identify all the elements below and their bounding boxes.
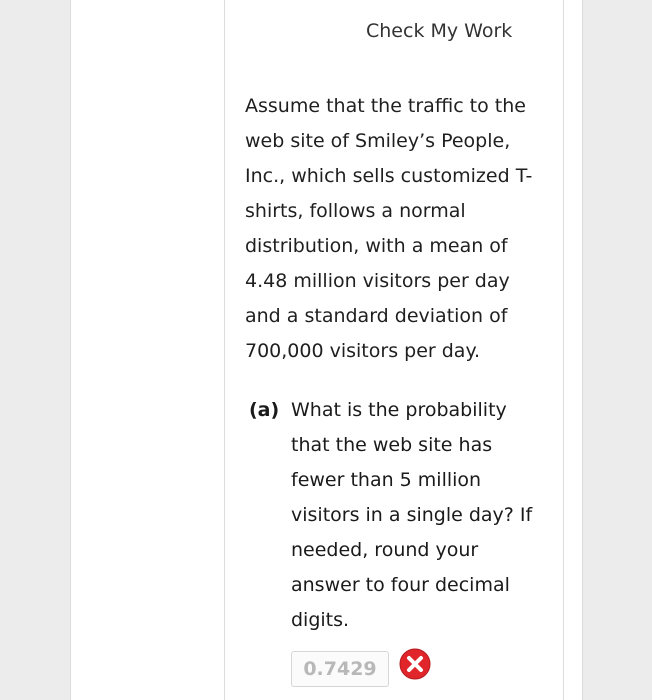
incorrect-x-icon: [399, 648, 431, 680]
part-a: [249, 393, 549, 638]
question-panel: [225, 0, 563, 700]
answer-field[interactable]: 0.7429: [291, 651, 389, 687]
part-a-label: (a): [249, 399, 280, 421]
check-my-work-link[interactable]: Check My Work: [366, 20, 513, 42]
right-background: [583, 0, 652, 700]
right-column: [563, 0, 583, 700]
left-column: [70, 0, 225, 700]
left-background: [0, 0, 70, 700]
problem-statement: Assume that the traffic to the web site of Smiley’s People, Inc., which sells customized T-shirts, follows a normal distribution, with a mean of 4.48 million visitors per day and a standard deviation of 700,000 visitors per day.: [245, 95, 533, 362]
part-a-question: What is the probability that the web site has fewer than 5 million visitors in a single day? If needed, round your answer to four decimal digits.: [291, 399, 533, 631]
